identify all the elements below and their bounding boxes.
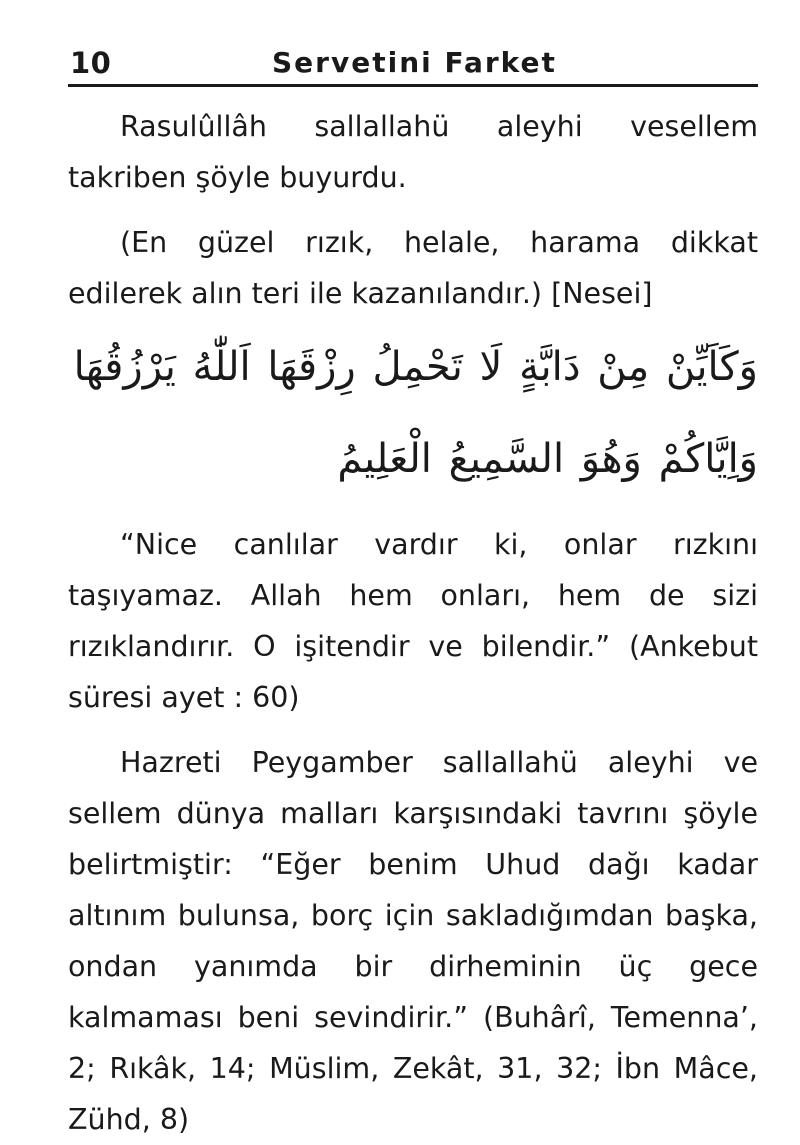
arabic-verse-line: وَكَاَيِّنْ مِنْ دَابَّةٍ لَا تَحْمِلُ رِزْقَهَا اَللّٰهُ يَرْزُقُهَا (73, 344, 758, 390)
body-paragraph: Rasulûllâh sallallahü aleyhi vesellem takriben şöyle buyurdu. (68, 110, 758, 194)
running-title: Servetini Farket (272, 46, 557, 79)
verse-translation-paragraph: “Nice canlılar vardır ki, onlar rızkını taşıyamaz. Allah hem onları, hem de sizi rızıklandırır. O işitendir ve bilendir.” (Ankebut süresi ayet : 60) (68, 528, 758, 714)
body-paragraph: Hazreti Peygamber sallallahü aleyhi ve sellem dünya malları karşısındaki tavrını şöyle belirtmiştir: “Eğer benim Uhud dağı kadar altınım bulunsa, borç için sakladığımdan başka, ondan yanımda bir dirheminin üç gece kalmaması beni sevindirir.” (Buhârî, Temenna’, 2; Rıkâk, 14; Müslim, Zekât, 31, 32; İbn Mâce, Zühd, 8) (68, 746, 758, 1136)
arabic-verse (68, 321, 758, 505)
body-paragraph: (En güzel rızık, helale, harama dikkat edilerek alın teri ile kazanılandır.) [Nesei] (68, 226, 758, 310)
page-header (68, 40, 758, 87)
arabic-verse-line: وَاِيَّاكُمْ وَهُوَ السَّمِيعُ الْعَلِيمُ (337, 436, 758, 482)
book-page (68, 40, 758, 1145)
page-number: 10 (70, 46, 112, 80)
